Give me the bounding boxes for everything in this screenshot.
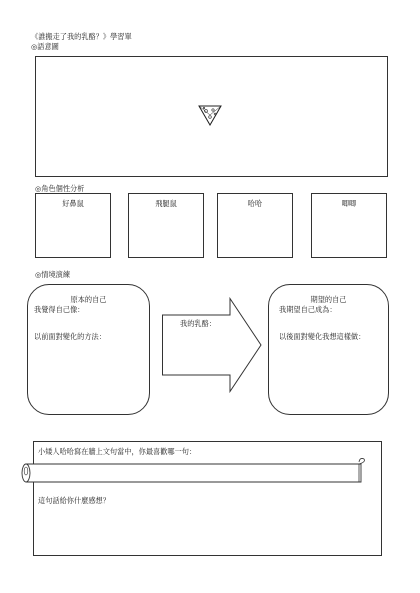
reflection-question: 這句話給你什麼感想？ <box>38 496 110 505</box>
character-box-1[interactable] <box>35 193 111 258</box>
character-name: 好鼻鼠 <box>62 199 84 208</box>
expected-self-box[interactable] <box>268 284 389 415</box>
original-self-box[interactable] <box>27 284 150 415</box>
section-heading-situation: ◎情境演練 <box>35 270 71 279</box>
original-self-line1: 我覺得自己像： <box>34 305 85 314</box>
character-box-2[interactable] <box>128 193 204 258</box>
expected-self-title: 期望的自己 <box>310 295 347 304</box>
character-name: 哈哈 <box>247 199 263 208</box>
character-name: 飛腿鼠 <box>155 199 177 208</box>
my-cheese-label: 我的乳酪： <box>180 319 216 328</box>
cheese-icon <box>198 103 222 127</box>
character-box-3[interactable] <box>217 193 293 258</box>
section-heading-mindmap: ◎語意圖 <box>31 42 59 51</box>
expected-self-line2: 以後面對變化我想這樣做： <box>279 332 366 341</box>
favorite-quote-prompt: 小矮人哈哈寫在牆上文句當中，你最喜歡哪一句： <box>38 447 197 456</box>
section-heading-characters: ◎角色個性分析 <box>35 184 85 193</box>
transition-arrow-icon <box>162 298 262 392</box>
original-self-line2: 以前面對變化的方法： <box>34 332 106 341</box>
character-box-4[interactable] <box>311 193 387 258</box>
expected-self-line1: 我期望自己成為： <box>279 305 337 314</box>
character-name: 唧唧 <box>341 199 357 208</box>
mindmap-box[interactable] <box>35 56 388 177</box>
page-title: 《誰搬走了我的乳酪？》學習單 <box>31 32 132 41</box>
original-self-title: 原本的自己 <box>70 295 107 304</box>
scroll-banner-icon <box>20 458 366 488</box>
